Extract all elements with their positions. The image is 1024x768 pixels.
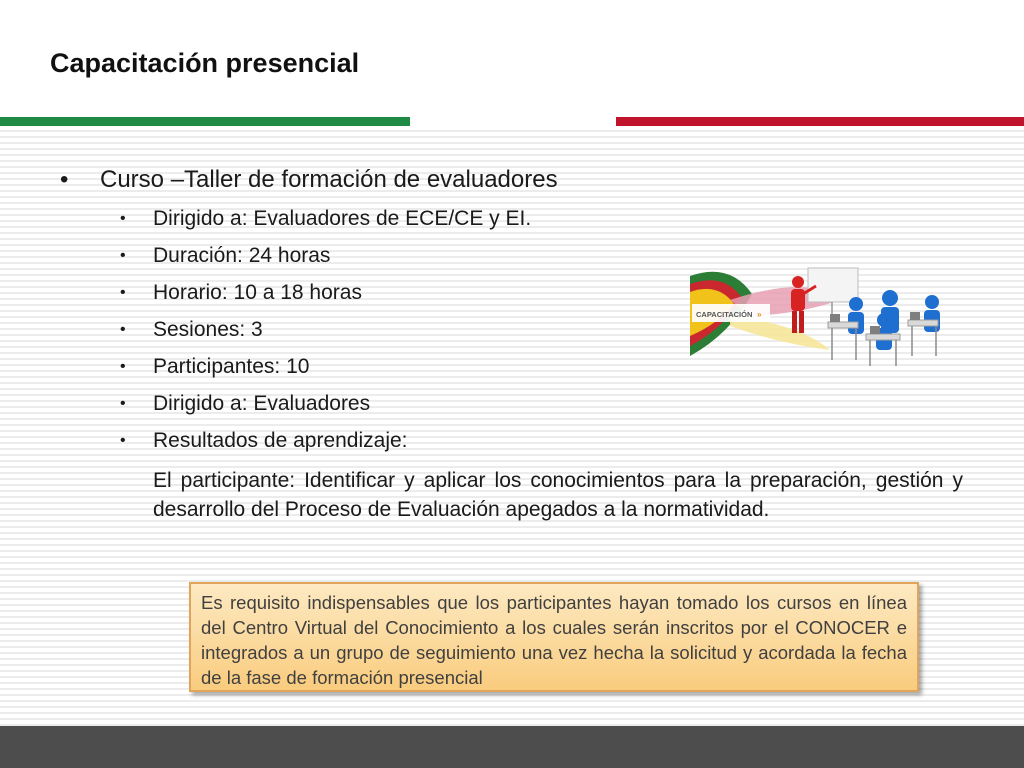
training-illustration [690,264,944,368]
list-item: • Dirigido a: Evaluadores de ECE/CE y EI. [120,207,532,230]
main-bullet-text: Curso –Taller de formación de evaluadores [100,166,558,193]
requirement-note [189,582,919,692]
bullet-icon: • [60,166,69,193]
bullet-icon: • [120,247,126,264]
requirement-note-text: Es requisito indispensables que los participantes hayan tomado los cursos en línea del Centro Virtual del Conocimiento a los cuales serán inscritos por el CONOCER e integrados a un grupo de seguimiento una vez hecha la solicitud y acordada la fecha de la fase de formación presencial [201,592,907,688]
list-item: • Duración: 24 horas [120,244,331,267]
bullet-icon: • [120,321,126,338]
list-item: • Resultados de aprendizaje: [120,429,408,452]
bullet-icon: • [120,284,126,301]
footer-bar [0,726,1024,768]
bullet-icon: • [120,358,126,375]
list-item: • Sesiones: 3 [120,318,263,341]
svg-text:»: » [757,310,762,319]
list-item: • Horario: 10 a 18 horas [120,281,362,304]
list-item: • Participantes: 10 [120,355,310,378]
training-people-icon [690,264,944,368]
page-title: Capacitación presencial [50,48,360,78]
bullet-icon: • [120,395,126,412]
bullet-icon: • [120,210,126,227]
list-item: • Dirigido a: Evaluadores [120,392,371,415]
learning-outcome-paragraph: El participante: Identificar y aplicar los conocimientos para la preparación, gestión y desarrollo del Proceso de Evaluación apegados a la normatividad. [153,469,963,521]
bullet-icon: • [120,432,126,449]
illustration-label: CAPACITACIÓN [696,310,753,319]
